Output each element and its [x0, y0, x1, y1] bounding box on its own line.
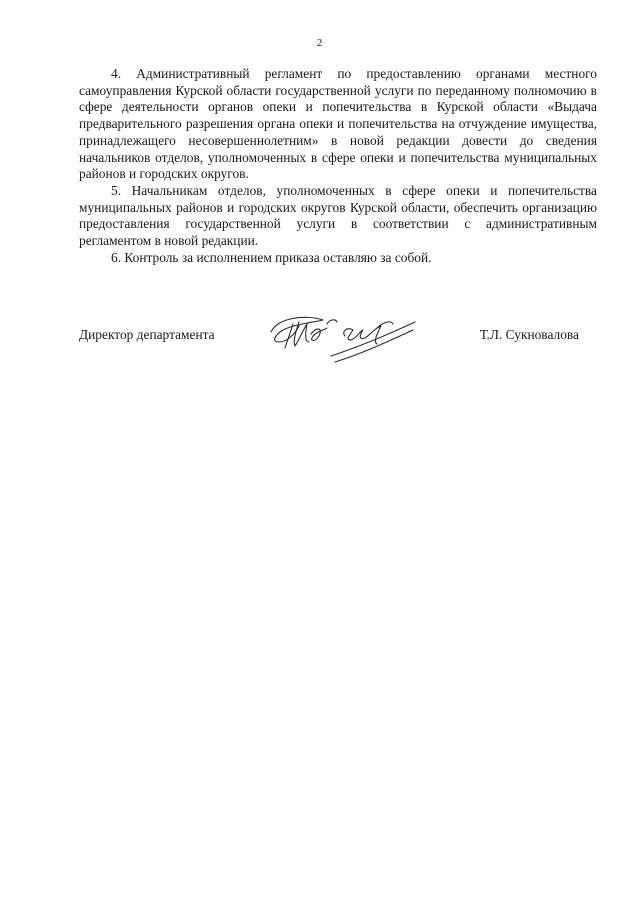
- handwritten-signature: [265, 308, 425, 368]
- signer-title: Директор департамента: [79, 327, 215, 342]
- paragraph-6: 6. Контроль за исполнением приказа оставляю за собой.: [111, 249, 432, 265]
- document-body: [79, 66, 597, 266]
- paragraph-5: 5. Начальникам отделов, уполномоченных в сфере опеки и попечительства муниципальных районов и городских округов Курской области, обеспечить организацию предоставления государственной услуги в соответствии с административным регламентом в новой редакции.: [79, 182, 597, 249]
- signature-block: [79, 322, 597, 362]
- page-number: 2: [316, 37, 323, 49]
- signer-name: Т.Л. Сукновалова: [479, 327, 579, 342]
- paragraph-4: 4. Административный регламент по предоставлению органами местного самоуправления Курской области государственной услуги по переданному полномочию в сфере деятельности органов опеки и попечительства в Курской области «Выдача предварительного разрешения органа опеки и попечительства на отчуждение имущества, принадлежащего несовершеннолетним» в новой редакции довести до сведения начальников отделов, уполномоченных в сфере опеки и попечительства муниципальных районов и городских округов.: [79, 66, 597, 182]
